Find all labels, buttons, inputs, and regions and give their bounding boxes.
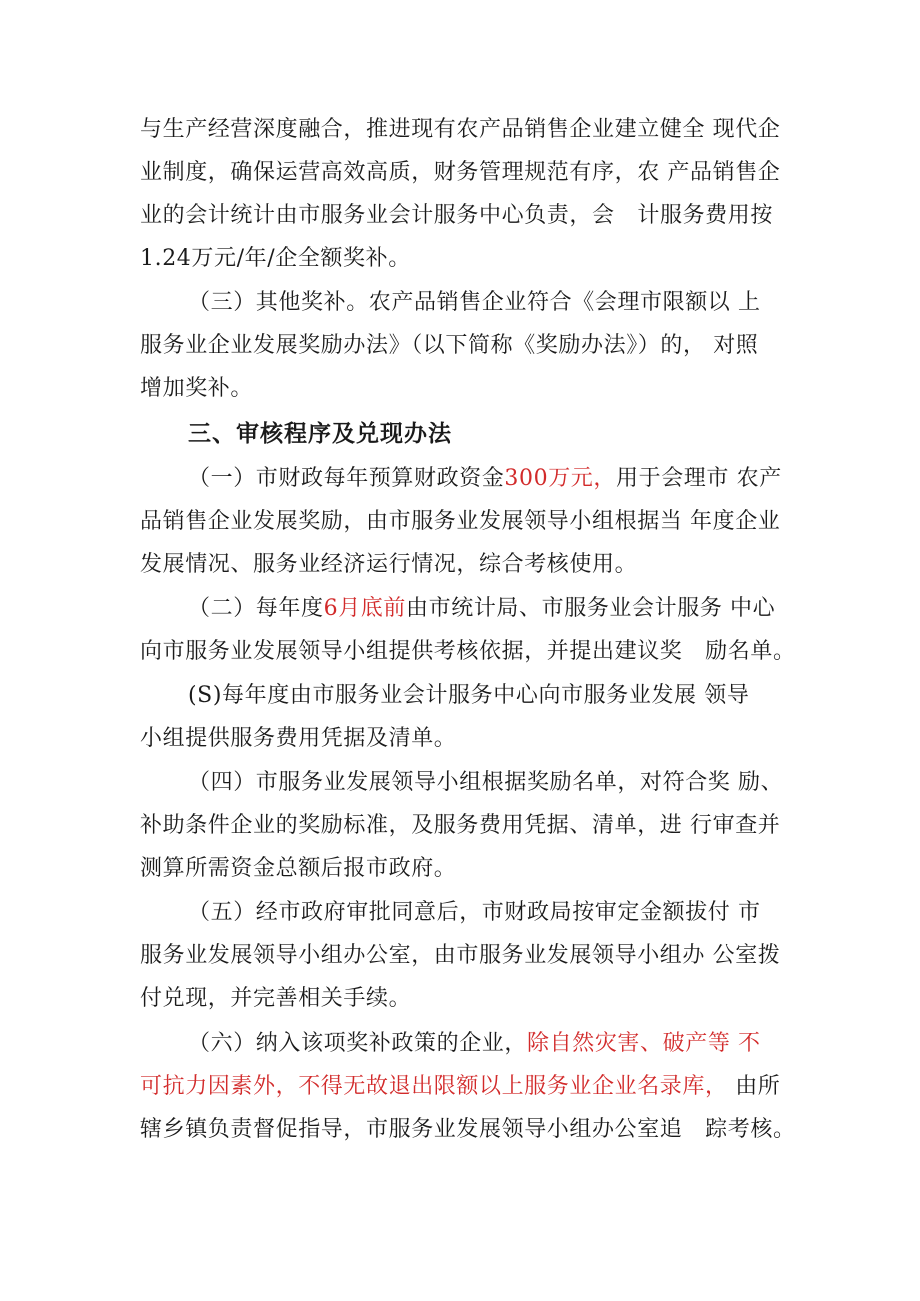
paragraph-item-1: （一）市财政每年预算财政资金300万元，用于会理市 农产: [188, 466, 782, 491]
paragraph-item-3: (S)每年度由市服务业会计服务中心向市服务业发展 领导: [188, 683, 750, 708]
paragraph-item-6: （六）纳入该项奖补政策的企业，除自然灾害、破产等 不: [188, 1031, 761, 1056]
body-line: 1.24万元/年/企全额奖补。: [140, 246, 411, 271]
paragraph-other-subsidy: （三）其他奖补。农产品销售企业符合《会理市限额以 上: [188, 290, 761, 315]
highlight-exception-cont: 可抗力因素外，不得无故退出限额以上服务业企业名录库，: [140, 1074, 728, 1099]
body-line: 增加奖补。: [140, 376, 254, 401]
body-line: 可抗力因素外，不得无故退出限额以上服务业企业名录库， 由所: [140, 1074, 781, 1099]
body-line: 发展情况、服务业经济运行情况，综合考核使用。: [140, 552, 638, 577]
paragraph-item-2: （二）每年度6月底前由市统计局、市服务业会计服务 中心: [188, 596, 776, 621]
body-line: 付兑现，并完善相关手续。: [140, 986, 412, 1011]
body-line: 向市服务业发展领导小组提供考核依据，并提出建议奖 励名单。: [140, 639, 796, 664]
body-line: 小组提供服务费用凭据及清单。: [140, 726, 457, 751]
body-line: 品销售企业发展奖励，由市服务业发展领导小组根据当 年度企业: [140, 509, 781, 534]
highlight-deadline: 6月底前: [323, 596, 407, 621]
body-line: 服务业发展领导小组办公室，由市服务业发展领导小组办 公室拨: [140, 943, 781, 968]
body-line: 业的会计统计由市服务业会计服务中心负责，会 计服务费用按: [140, 203, 773, 228]
highlight-amount: 300万元，: [504, 466, 616, 491]
body-line: 测算所需资金总额后报市政府。: [140, 856, 457, 881]
section-heading: 三、审核程序及兑现办法: [188, 421, 452, 447]
paragraph-item-4: （四）市服务业发展领导小组根据奖励名单，对符合奖 励、: [188, 770, 784, 795]
paragraph-item-5: （五）经市政府审批同意后，市财政局按审定金额拔付 市: [188, 900, 761, 925]
highlight-exception: 除自然灾害、破产等 不: [527, 1031, 761, 1056]
body-line: 业制度，确保运营高效高质，财务管理规范有序，农 产品销售企: [140, 160, 781, 185]
body-line: 辖乡镇负责督促指导，市服务业发展领导小组办公室追 踪考核。: [140, 1117, 796, 1142]
body-line: 补助条件企业的奖励标准，及服务费用凭据、清单，进 行审查并: [140, 813, 781, 838]
body-line: 服务业企业发展奖励办法》（以下简称《奖励办法》）的， 对照: [140, 333, 759, 358]
body-line: 与生产经营深度融合，推进现有农产品销售企业建立健全 现代企: [140, 117, 781, 142]
